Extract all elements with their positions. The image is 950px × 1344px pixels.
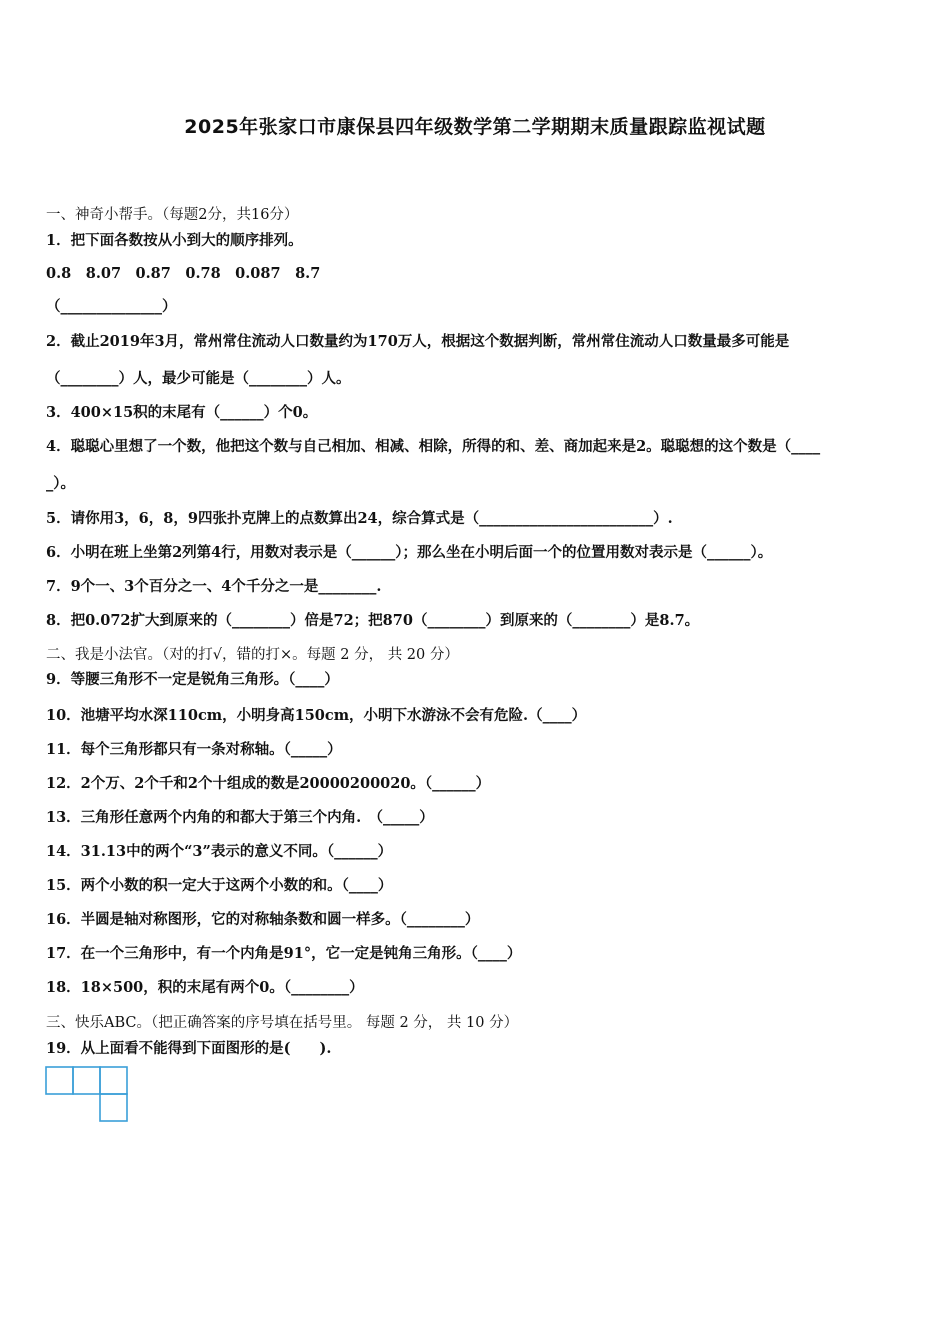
question-18: 18．18×500，积的末尾有两个0。（________） xyxy=(46,979,364,996)
top-view-squares-figure xyxy=(45,1066,129,1122)
question-1: 1．把下面各数按从小到大的顺序排列。 xyxy=(46,232,303,249)
question-19: 19．从上面看不能得到下面图形的是( ). xyxy=(46,1040,332,1057)
question-3: 3．400×15积的末尾有（______）个0。 xyxy=(46,404,318,421)
question-1-numbers: 0.8 8.07 0.87 0.78 0.087 8.7 xyxy=(46,265,321,282)
question-15: 15．两个小数的积一定大于这两个小数的和。（____） xyxy=(46,877,393,894)
question-2-line-1: 2．截止2019年3月，常州常住流动人口数量约为170万人，根据这个数据判断，常州常住流动人口数量最多可能是 xyxy=(46,333,790,350)
square-3 xyxy=(100,1067,127,1094)
question-17: 17．在一个三角形中，有一个内角是91°，它一定是钝角三角形。（____） xyxy=(46,945,522,962)
square-4 xyxy=(100,1094,127,1121)
question-5: 5．请你用3，6，8，9四张扑克牌上的点数算出24，综合算式是（________________________）. xyxy=(46,510,673,527)
section-2-heading: 二、我是小法官。（对的打√，错的打×。每题 2 分， 共 20 分） xyxy=(46,647,459,663)
section-3-heading: 三、快乐ABC。（把正确答案的序号填在括号里。 每题 2 分， 共 10 分） xyxy=(46,1015,519,1031)
question-8: 8．把0.072扩大到原来的（________）倍是72；把870（________）到原来的（________）是8.7。 xyxy=(46,612,700,629)
square-2 xyxy=(73,1067,100,1094)
square-1 xyxy=(46,1067,73,1094)
question-10: 10．池塘平均水深110cm，小明身高150cm，小明下水游泳不会有危险.（____） xyxy=(46,707,587,724)
section-1-heading: 一、神奇小帮手。（每题2分，共16分） xyxy=(46,207,299,223)
question-2-line-2: （________）人，最少可能是（________）人。 xyxy=(46,370,351,387)
question-13: 13．三角形任意两个内角的和都大于第三个内角. （_____） xyxy=(46,809,434,826)
question-16: 16．半圆是轴对称图形，它的对称轴条数和圆一样多。（________） xyxy=(46,911,480,928)
question-7: 7．9个一、3个百分之一、4个千分之一是________. xyxy=(46,578,382,595)
question-4-line-1: 4．聪聪心里想了一个数，他把这个数与自己相加、相减、相除，所得的和、差、商加起来是2。聪聪想的这个数是（____ xyxy=(46,438,821,455)
question-9: 9．等腰三角形不一定是锐角三角形。（____） xyxy=(46,671,339,688)
question-14: 14．31.13中的两个“3”表示的意义不同。（______） xyxy=(46,843,393,860)
question-6: 6．小明在班上坐第2列第4行，用数对表示是（______）；那么坐在小明后面一个的位置用数对表示是（______）。 xyxy=(46,544,773,561)
question-12: 12．2个万、2个千和2个十组成的数是20000200020。（______） xyxy=(46,775,491,792)
question-11: 11．每个三角形都只有一条对称轴。（_____） xyxy=(46,741,342,758)
page-title: 2025年张家口市康保县四年级数学第二学期期末质量跟踪监视试题 xyxy=(184,116,766,138)
question-4-line-2: _）。 xyxy=(46,475,75,492)
question-1-blank: （______________） xyxy=(46,298,177,315)
